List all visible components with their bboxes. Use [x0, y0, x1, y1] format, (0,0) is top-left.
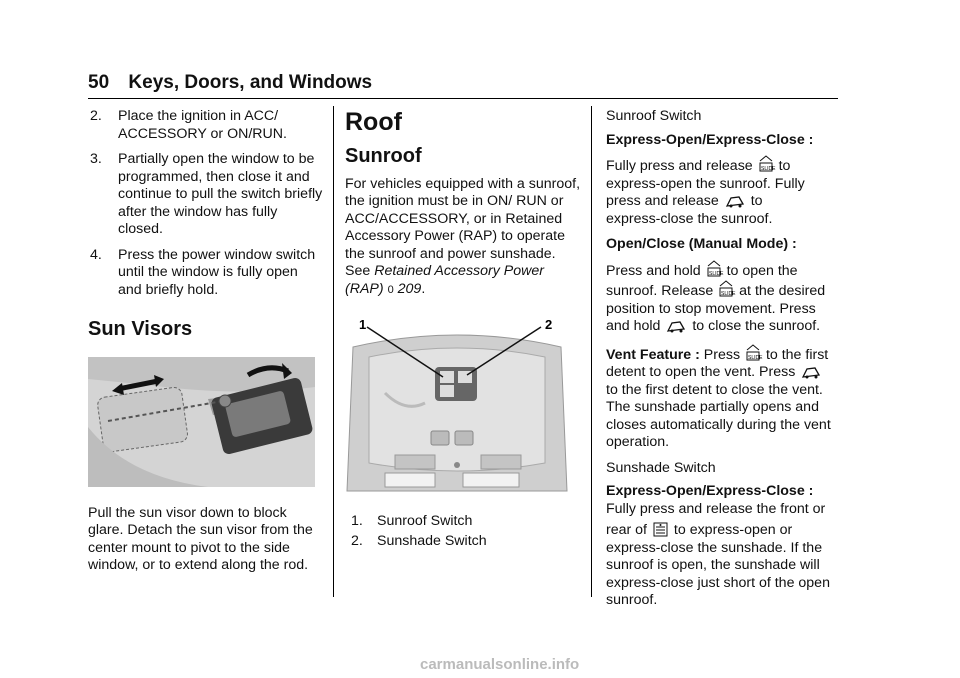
express-open-close-label: Express-Open/Express-Close :	[606, 131, 814, 148]
list-item: 4. Press the power window switch until the window is fully open and briefly hold.	[90, 246, 316, 298]
slide-icon	[746, 344, 763, 362]
slide-icon	[719, 280, 736, 298]
reference-page: 209	[397, 280, 422, 297]
vent-tilt-icon	[725, 194, 745, 208]
sunshade-text: Fully press and release the front or rear of to express-open or express-close the sunshade. If the sunroof is open, the sunshade will express-close just short of the open sunroof.	[606, 500, 830, 608]
manual-mode-text: Press and hold SLIDE to open the sunroof. Release SLIDE at the desired position to stop movement. Press and hold to close the sunroof.	[606, 260, 842, 336]
roof-heading: Roof	[345, 108, 402, 136]
header-rule	[88, 98, 838, 99]
express-open-close-text: Fully press and release SLIDE to express-open the sunroof. Fully press and release to express-close the sunroof.	[606, 155, 842, 228]
manual-mode-label: Open/Close (Manual Mode) :	[606, 236, 797, 252]
slide-icon	[707, 260, 724, 278]
overhead-console-illustration	[345, 313, 570, 503]
list-item: 3. Partially open the window to be programmed, then close it and continue to pull the switch briefly after the window has fully closed.	[90, 151, 323, 237]
list-item: 2. Sunshade Switch	[351, 532, 487, 549]
callout-2: 2	[545, 317, 553, 332]
procedure-steps	[88, 108, 323, 299]
column-divider	[333, 106, 334, 597]
sunroof-switch-heading: Sunroof Switch	[606, 108, 702, 124]
sunroof-heading: Sunroof	[345, 145, 422, 167]
column-middle	[345, 108, 580, 552]
svg-text:SLIDE: SLIDE	[748, 354, 763, 361]
slide-icon	[759, 155, 776, 173]
column-right	[606, 108, 842, 618]
reference-symbol: 0	[387, 283, 394, 296]
sun-visor-illustration	[88, 357, 315, 487]
list-item: 1. Sunroof Switch	[351, 513, 473, 529]
svg-text:SLIDE: SLIDE	[760, 166, 776, 172]
sunroof-intro: For vehicles equipped with a sunroof, the ignition must be in ON/ RUN or ACC/ACCESSORY, or in Retained Accessory Power (RAP) to operate the sunroof and power sunshade. See Retained Accessory Power (RAP) 0 209.	[345, 175, 581, 297]
sunshade-icon	[653, 522, 668, 537]
figure-captions	[345, 513, 580, 550]
page-number: 50	[88, 72, 110, 93]
svg-text:SLIDE: SLIDE	[708, 270, 724, 277]
vent-tilt-icon	[801, 365, 821, 379]
vent-feature-text: Vent Feature : Press SLIDE to the first detent to open the vent. Press to the first detent to close the vent. The sunshade partially opens and closes automatically during the vent operation.	[606, 344, 842, 452]
vent-tilt-icon	[666, 319, 686, 333]
sunshade-switch-heading: Sunshade Switch	[606, 459, 716, 476]
sun-visors-text: Pull the sun visor down to block glare. Detach the sun visor from the center mount to pivot to the side window, or to extend along the rod.	[88, 504, 313, 573]
sun-visors-heading: Sun Visors	[88, 318, 193, 340]
sunshade-express-label: Express-Open/Express-Close :	[606, 483, 814, 499]
list-item: 2. Place the ignition in ACC/ ACCESSORY or ON/RUN.	[90, 108, 287, 142]
svg-text:SLIDE: SLIDE	[721, 291, 736, 297]
watermark: carmanualsonline.info	[420, 656, 580, 673]
chapter-title: Keys, Doors, and Windows	[128, 72, 373, 93]
column-divider	[591, 106, 592, 597]
cross-reference-link[interactable]: Retained Accessory Power (RAP)	[345, 263, 545, 297]
callout-1: 1	[359, 317, 367, 332]
page-header	[88, 72, 372, 94]
vent-feature-label: Vent Feature :	[606, 346, 700, 363]
column-left	[88, 108, 323, 583]
